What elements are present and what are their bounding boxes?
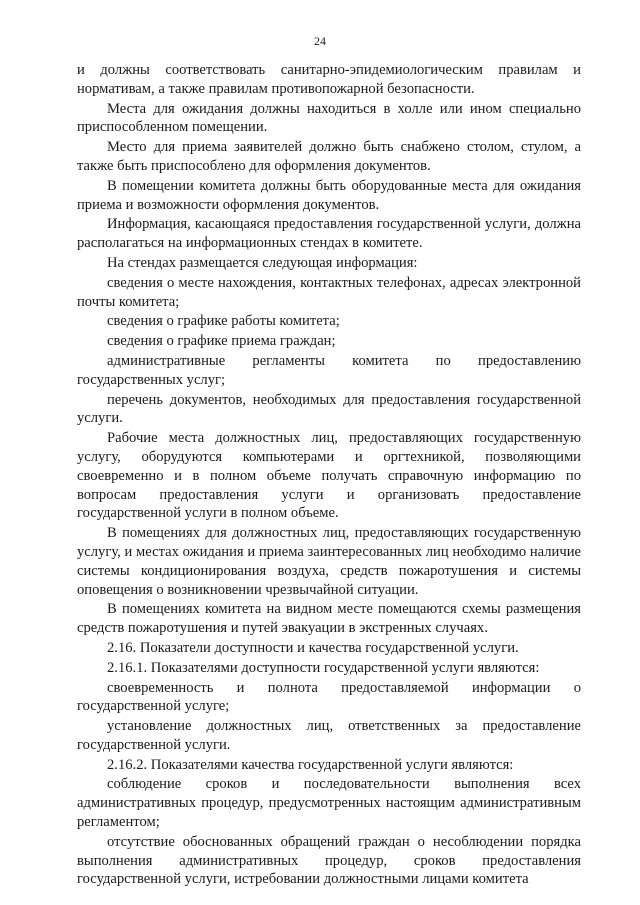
paragraph: Рабочие места должностных лиц, предоставляющих государственную услугу, оборудуются компьютерами и оргтехникой, позволяющими своевременно и в полном объеме получать справочную информацию по вопросам предоставления услуги и организовать предоставление государственной услуги в полном объеме. [77,430,581,522]
page-number: 24 [314,34,326,48]
paragraph: В помещении комитета должны быть оборудованные места для ожидания приема и возможности оформления документов. [77,177,581,213]
paragraph: перечень документов, необходимых для предоставления государственной услуги. [77,391,581,427]
paragraph: Место для приема заявителей должно быть снабжено столом, стулом, а также быть приспособлено для оформления документов. [77,139,581,174]
paragraph: отсутствие обоснованных обращений граждан о несоблюдении порядка выполнения административных процедур, сроков предоставления государственной услуги, истребовании должностными лицами комитета [77,833,581,888]
paragraph: установление должностных лиц, ответственных за предоставление государственной услуги. [77,718,581,753]
paragraph: сведения о графике приема граждан; [107,333,336,350]
paragraph: На стендах размещается следующая информация: [107,254,418,271]
paragraph: административные регламенты комитета по предоставлению государственных услуг; [77,352,581,388]
paragraph: своевременность и полнота предоставляемой информации о государственной услуге; [77,679,581,715]
paragraph: В помещениях для должностных лиц, предоставляющих государственную услугу, и местах ожидания и приема заинтересованных лиц необходимо наличие системы кондиционирования воздуха, средств пожаротушения и системы оповещения о возникновении чрезвычайной ситуации. [77,525,581,598]
paragraph: 2.16.1. Показателями доступности государственной услуги являются: [107,659,540,676]
paragraph: Информация, касающаяся предоставления государственной услуги, должна располагаться на информационных стендах в комитете. [77,216,581,252]
paragraph: Места для ожидания должны находиться в холле или ином специально приспособленном помещении. [77,100,581,136]
paragraph: и должны соответствовать санитарно-эпидемиологическим правилам и нормативам, а также правилам противопожарной безопасности. [77,62,581,97]
paragraph: 2.16.2. Показателями качества государственной услуги являются: [107,756,514,773]
paragraph: 2.16. Показатели доступности и качества государственной услуги. [107,639,519,656]
body-text [77,61,581,890]
paragraph: сведения о месте нахождения, контактных телефонах, адресах электронной почты комитета; [77,274,581,310]
paragraph: В помещениях комитета на видном месте помещаются схемы размещения средств пожаротушения и путей эвакуации в экстренных случаях. [77,601,581,637]
paragraph: соблюдение сроков и последовательности выполнения всех административных процедур, предусмотренных настоящим административным регламентом; [77,776,581,831]
paragraph: сведения о графике работы комитета; [107,313,340,330]
